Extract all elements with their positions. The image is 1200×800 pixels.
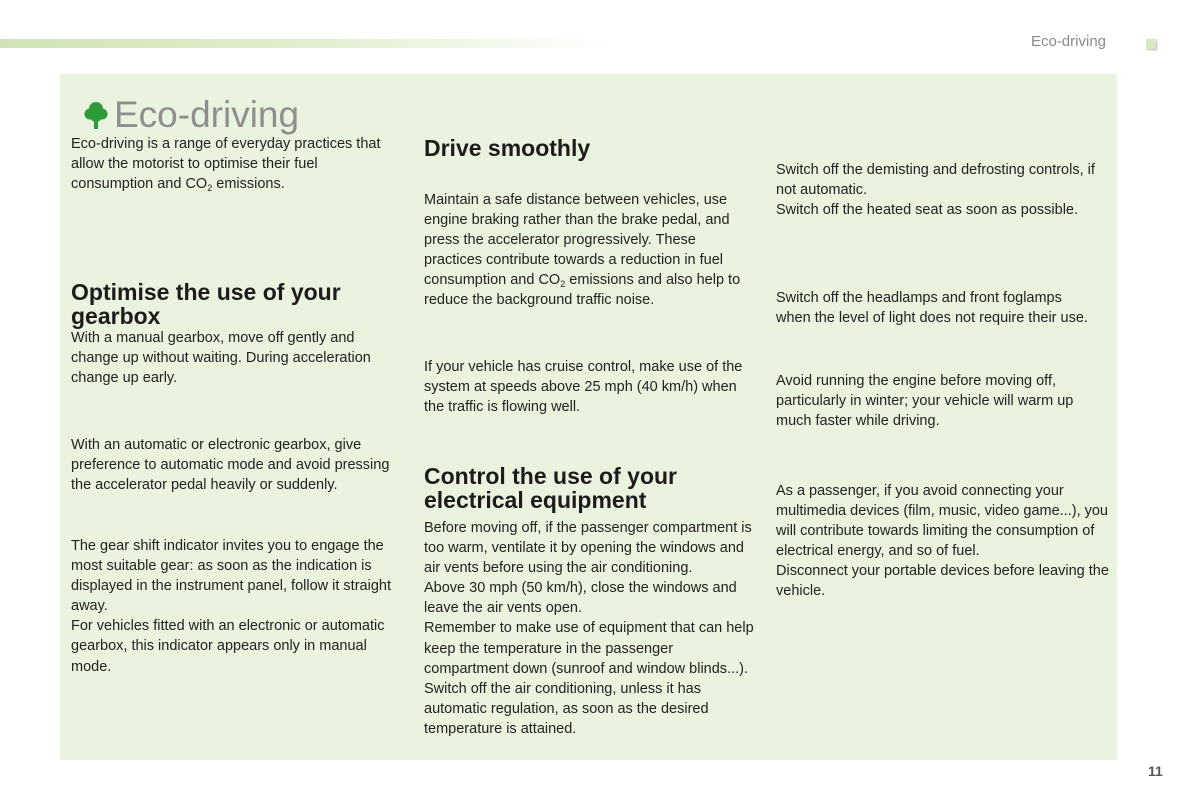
electrical-heading: Control the use of your electrical equipment bbox=[424, 463, 677, 513]
gearbox-automatic-paragraph: With an automatic or electronic gearbox, give preference to automatic mode and avoid pressing the accelerator pedal heavily or suddenly. bbox=[71, 437, 390, 494]
gearbox-automatic bbox=[71, 435, 401, 495]
disconnect-paragraph: Disconnect your portable devices before leaving the vehicle. bbox=[776, 563, 1109, 600]
headlamps-paragraph: Switch off the headlamps and front foglamps when the level of light does not require their use. bbox=[776, 290, 1088, 327]
multimedia bbox=[776, 481, 1111, 602]
cruise-control bbox=[424, 357, 754, 417]
tree-icon bbox=[84, 100, 108, 130]
headlamps bbox=[776, 288, 1096, 328]
header-accent-bar bbox=[0, 39, 610, 48]
demisting-paragraph: Switch off the demisting and defrosting controls, if not automatic. bbox=[776, 162, 1095, 199]
gear-indicator-paragraph: The gear shift indicator invites you to engage the most suitable gear: as soon as the indication is displayed in the instrument panel, follow it straight away. bbox=[71, 538, 391, 615]
electrical-paragraph-4: Switch off the air conditioning, unless it has automatic regulation, as soon as the desired temperature is attained. bbox=[424, 680, 709, 737]
page-title-text: Eco-driving bbox=[114, 94, 300, 135]
drive-smoothly-heading: Drive smoothly bbox=[424, 135, 591, 161]
intro-paragraph: Eco-driving is a range of everyday practices that allow the motorist to optimise their fuel consumption and $CO_2$ emissions. bbox=[71, 136, 381, 194]
heated-seat-paragraph: Switch off the heated seat as soon as possible. bbox=[776, 202, 1079, 219]
engine-warmup bbox=[776, 371, 1106, 431]
gearbox-section bbox=[71, 280, 401, 388]
gear-indicator bbox=[71, 536, 401, 677]
electrical-paragraph-3: Remember to make use of equipment that can help keep the temperature in the passenger compartment down (sunroof and window blinds...). bbox=[424, 620, 754, 677]
drive-smoothly-body bbox=[424, 190, 754, 311]
electrical-paragraph-1: Before moving off, if the passenger compartment is too warm, ventilate it by opening the windows and air vents before using the air conditioning. bbox=[424, 520, 752, 577]
gear-indicator-note: For vehicles fitted with an electronic or automatic gearbox, this indicator appears only in manual mode. bbox=[71, 618, 385, 675]
column-3-top bbox=[776, 160, 1111, 220]
column-1 bbox=[71, 134, 401, 194]
engine-warmup-paragraph: Avoid running the engine before moving off, particularly in winter; your vehicle will warm up much faster while driving. bbox=[776, 373, 1074, 430]
electrical-section bbox=[424, 464, 759, 739]
cruise-control-paragraph: If your vehicle has cruise control, make use of the system at speeds above 25 mph (40 km/h) when the traffic is flowing well. bbox=[424, 359, 743, 416]
multimedia-paragraph: As a passenger, if you avoid connecting your multimedia devices (film, music, video game...), you will contribute towards limiting the consumption of electrical energy, and so of fuel. bbox=[776, 483, 1108, 560]
page-number: 11 bbox=[1148, 763, 1163, 779]
page-title bbox=[84, 93, 299, 137]
gearbox-heading: Optimise the use of your gearbox bbox=[71, 279, 341, 329]
gearbox-paragraph: With a manual gearbox, move off gently and change up without waiting. During acceleration change up early. bbox=[71, 330, 371, 387]
section-marker bbox=[1146, 39, 1156, 49]
electrical-paragraph-2: Above 30 mph (50 km/h), close the windows and leave the air vents open. bbox=[424, 580, 737, 617]
drive-smoothly-paragraph: Maintain a safe distance between vehicles, use engine braking rather than the brake pedal, and press the accelerator progressively. These practices contribute towards a reduction in fuel consumption and $CO_2$ emissions and also help to reduce the background traffic noise. bbox=[424, 192, 741, 309]
section-label: Eco-driving bbox=[1030, 33, 1106, 50]
drive-smoothly-section bbox=[424, 136, 754, 160]
